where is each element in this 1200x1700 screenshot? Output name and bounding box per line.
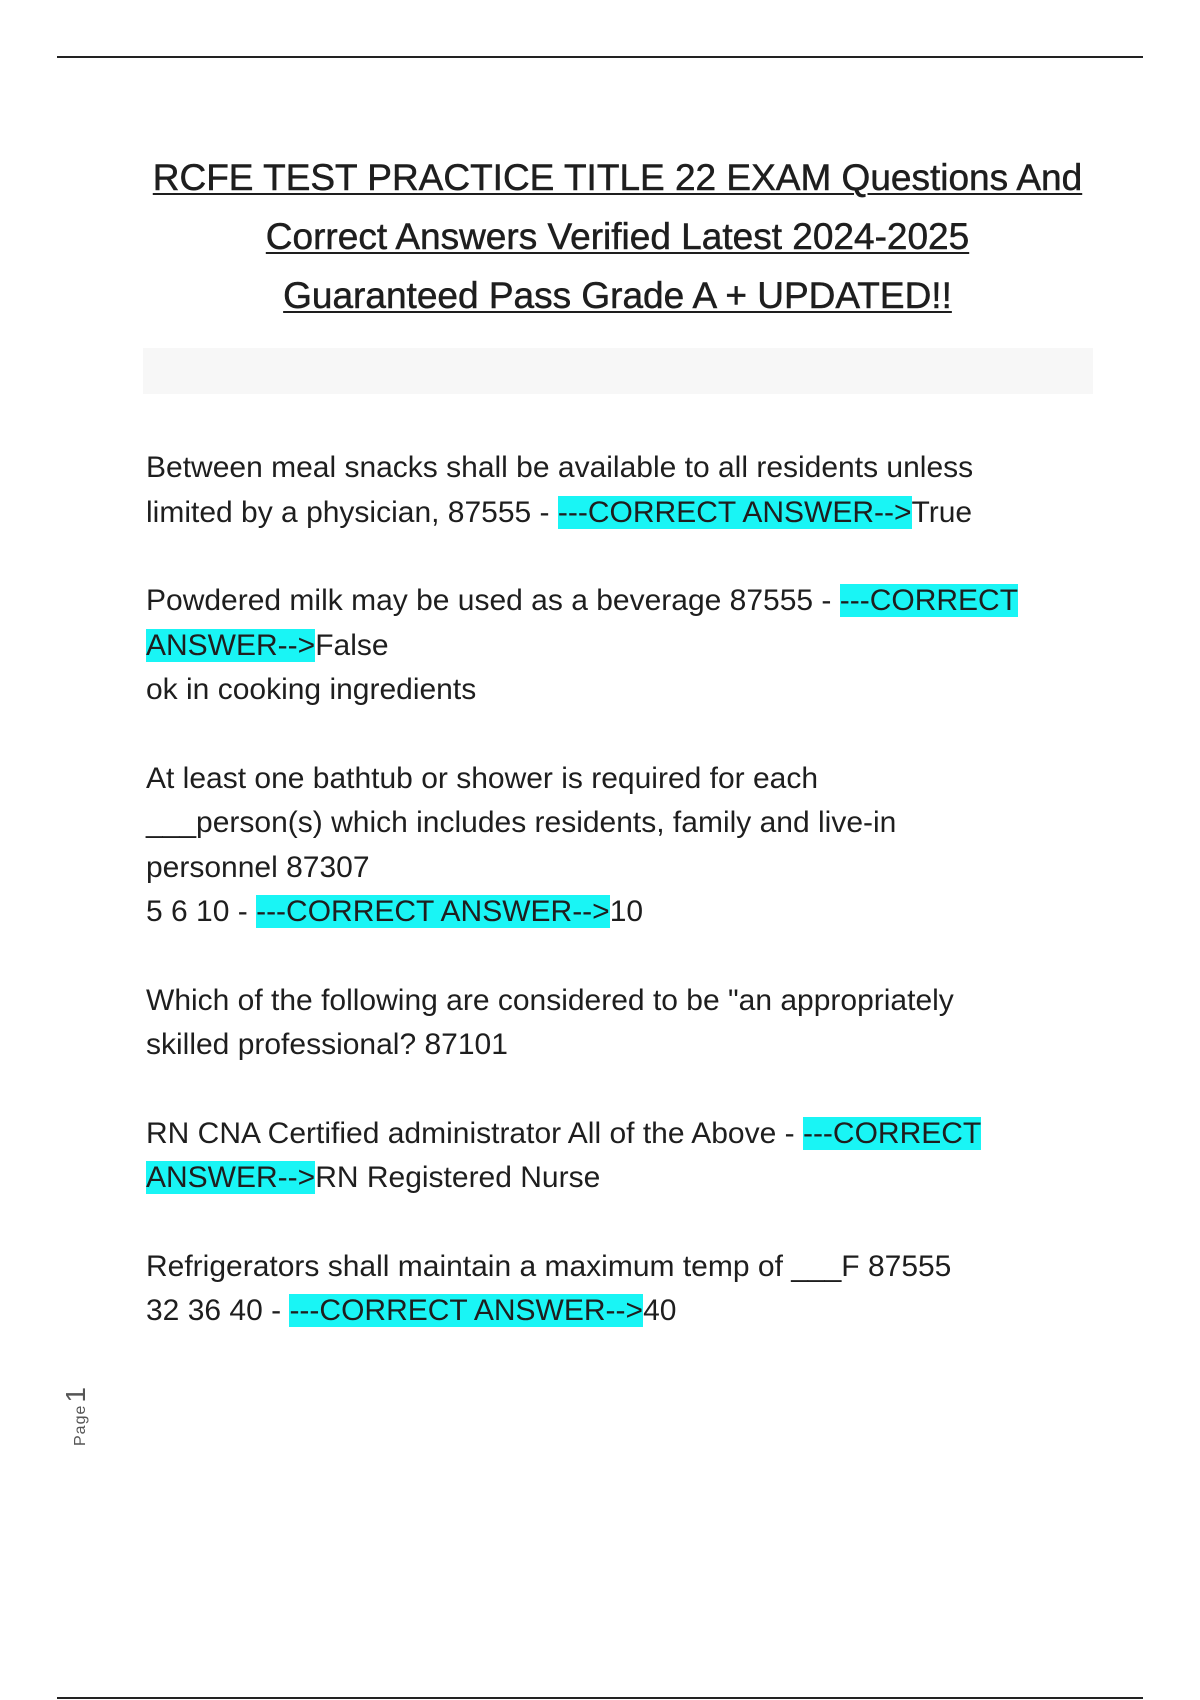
answer-text: False [315, 628, 389, 662]
correct-answer-marker: ANSWER--> [146, 1161, 316, 1194]
correct-answer-marker: ANSWER--> [146, 628, 316, 662]
question-line [146, 1289, 1086, 1334]
correct-answer-marker: ---CORRECT ANSWER--> [289, 1294, 644, 1327]
page-title [130, 148, 1105, 325]
qa-item-bathtub [146, 757, 1086, 935]
question-text: limited by a physician, 87555 - [146, 495, 558, 529]
bottom-rule [57, 1697, 1143, 1699]
correct-answer-marker: ---CORRECT [839, 584, 1019, 617]
shaded-band [143, 348, 1093, 394]
question-line [146, 579, 1086, 624]
correct-answer-marker: ---CORRECT ANSWER--> [256, 895, 610, 928]
question-line [146, 624, 1086, 669]
question-line [146, 1156, 1086, 1201]
answer-text: RN Registered Nurse [315, 1161, 601, 1194]
title-line-2: Correct Answers Verified Latest 2024-2025 [265, 216, 970, 257]
question-text: personnel 87307 [146, 850, 370, 884]
question-line [146, 890, 1086, 935]
correct-answer-marker: ---CORRECT [802, 1116, 982, 1150]
title-line-1: RCFE TEST PRACTICE TITLE 22 EXAM Questions And [152, 157, 1083, 198]
page-number-label [60, 1387, 92, 1446]
answer-text: True [911, 495, 973, 529]
question-line [146, 1112, 1086, 1157]
question-text: skilled professional? 87101 [146, 1028, 508, 1061]
qa-item-rn-options [146, 1112, 1086, 1201]
question-line [146, 491, 1086, 536]
qa-item-snacks [146, 446, 1086, 535]
question-text: Which of the following are considered to be "an appropriately [146, 983, 954, 1017]
qa-list [146, 446, 1086, 1378]
question-text: Refrigerators shall maintain a maximum temp of ___F 87555 [146, 1249, 952, 1283]
answer-text: 40 [643, 1294, 677, 1327]
answer-text: 10 [609, 895, 644, 928]
question-options: 32 36 40 - [146, 1294, 290, 1327]
question-text: ___person(s) which includes residents, family and live-in [146, 806, 897, 839]
qa-item-skilled-professional [146, 979, 1086, 1068]
question-options: 5 6 10 - [146, 895, 257, 928]
top-rule [57, 56, 1143, 58]
title-line-3: Guaranteed Pass Grade A + UPDATED!! [283, 275, 952, 316]
correct-answer-marker: ---CORRECT ANSWER--> [557, 495, 912, 529]
answer-note: ok in cooking ingredients [146, 673, 477, 706]
question-text: Powdered milk may be used as a beverage 87555 - [146, 584, 840, 617]
qa-item-refrigerators [146, 1245, 1086, 1334]
question-text: At least one bathtub or shower is required for each [146, 761, 819, 795]
question-options: RN CNA Certified administrator All of the Above - [146, 1116, 803, 1150]
page-number: 1 [60, 1387, 91, 1403]
qa-item-powdered-milk [146, 579, 1086, 713]
page-word: Page [72, 1404, 89, 1446]
question-text: Between meal snacks shall be available to all residents unless [146, 451, 974, 484]
